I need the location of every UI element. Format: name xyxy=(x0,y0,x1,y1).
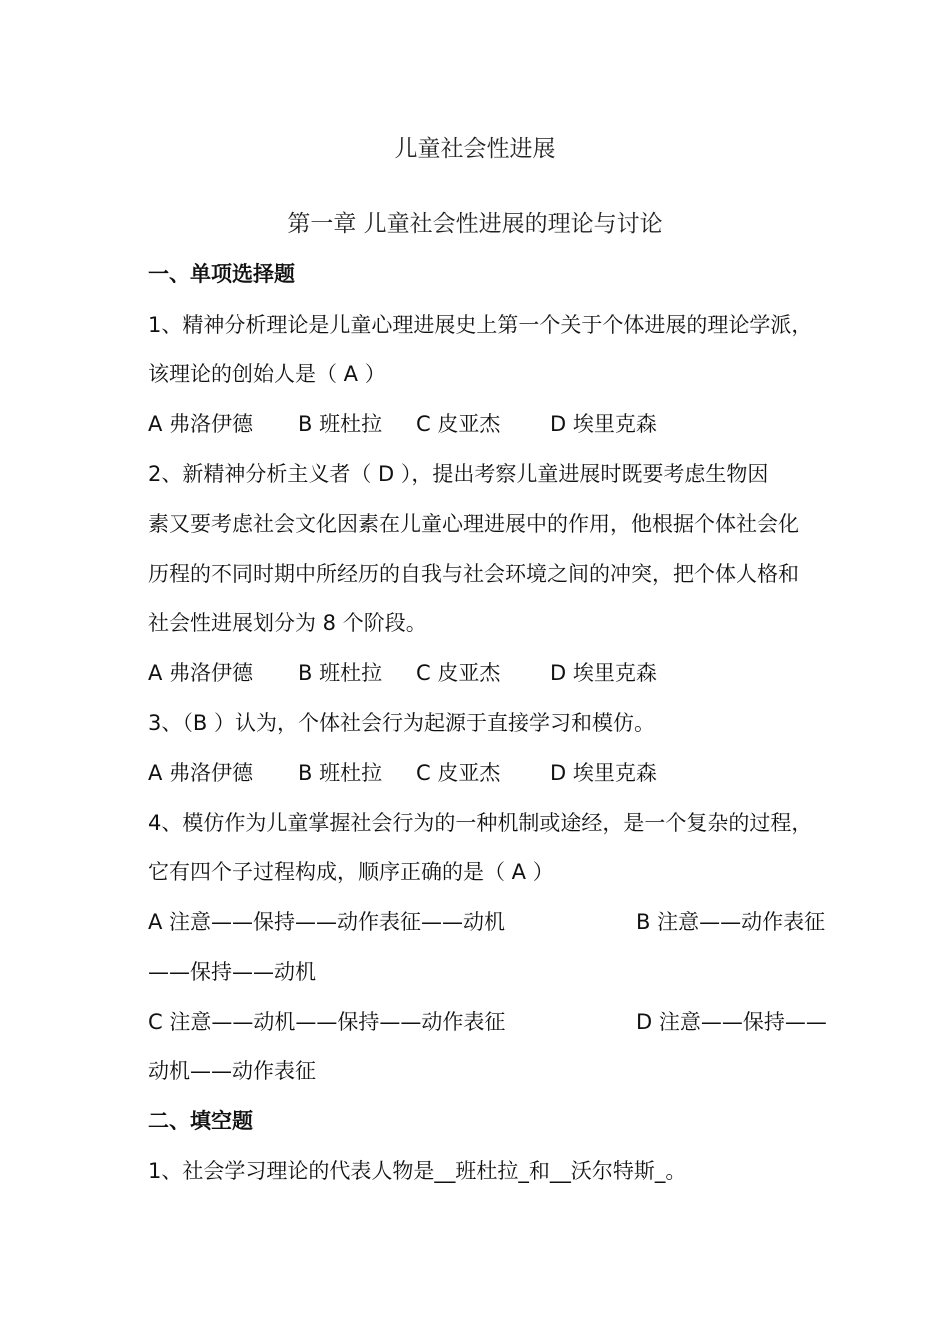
question-3-options xyxy=(148,758,848,788)
section-heading-fill-blank: 二、填空题 xyxy=(148,1109,253,1133)
question-2-line-2: 素又要考虑社会文化因素在儿童心理进展中的作用，他根据个体社会化 xyxy=(148,512,799,536)
question-2-line-3: 历程的不同时期中所经历的自我与社会环境之间的冲突，把个体人格和 xyxy=(148,562,799,586)
option-a: A 注意——保持——动作表征——动机 xyxy=(148,910,506,934)
chapter-title: 第一章 儿童社会性进展的理论与讨论 xyxy=(287,211,663,237)
option-b-part-2: ——保持——动机 xyxy=(148,960,316,984)
option-c: C 注意——动机——保持——动作表征 xyxy=(148,1010,506,1034)
question-1-line-1: 1、精神分析理论是儿童心理进展史上第一个关于个体进展的理论学派， xyxy=(148,313,813,337)
section-heading-single-choice: 一、单项选择题 xyxy=(148,262,295,286)
question-4-options-row-2 xyxy=(148,1007,848,1037)
option-d: D 埃里克森 xyxy=(550,761,657,785)
option-d: D 埃里克森 xyxy=(550,661,657,685)
fill-question-1: 1、社会学习理论的代表人物是__班杜拉_和__沃尔特斯_。 xyxy=(148,1159,687,1183)
question-4-line-1: 4、模仿作为儿童掌握社会行为的一种机制或途经，是一个复杂的过程， xyxy=(148,811,813,835)
option-a: A 弗洛伊德 xyxy=(148,412,254,436)
question-3-line-1: 3、（B ）认为，个体社会行为起源于直接学习和模仿。 xyxy=(148,711,655,735)
option-d-part-1: D 注意——保持—— xyxy=(636,1010,827,1034)
option-b: B 班杜拉 xyxy=(298,661,383,685)
question-1-line-2: 该理论的创始人是（ A ） xyxy=(148,362,386,386)
option-a: A 弗洛伊德 xyxy=(148,661,254,685)
doc-title: 儿童社会性进展 xyxy=(394,136,556,162)
option-a: A 弗洛伊德 xyxy=(148,761,254,785)
question-4-line-2: 它有四个子过程构成，顺序正确的是（ A ） xyxy=(148,860,554,884)
question-2-options xyxy=(148,658,848,688)
option-b-part-1: B 注意——动作表征 xyxy=(636,910,826,934)
question-4-options-row-1 xyxy=(148,907,848,937)
option-c: C 皮亚杰 xyxy=(416,661,501,685)
question-1-options xyxy=(148,409,848,439)
option-d: D 埃里克森 xyxy=(550,412,657,436)
question-2-line-4: 社会性进展划分为 8 个阶段。 xyxy=(148,611,427,635)
question-2-line-1: 2、新精神分析主义者（ D ），提出考察儿童进展时既要考虑生物因 xyxy=(148,462,769,486)
option-d-part-2: 动机——动作表征 xyxy=(148,1059,316,1083)
option-c: C 皮亚杰 xyxy=(416,412,501,436)
option-b: B 班杜拉 xyxy=(298,761,383,785)
option-b: B 班杜拉 xyxy=(298,412,383,436)
option-c: C 皮亚杰 xyxy=(416,761,501,785)
